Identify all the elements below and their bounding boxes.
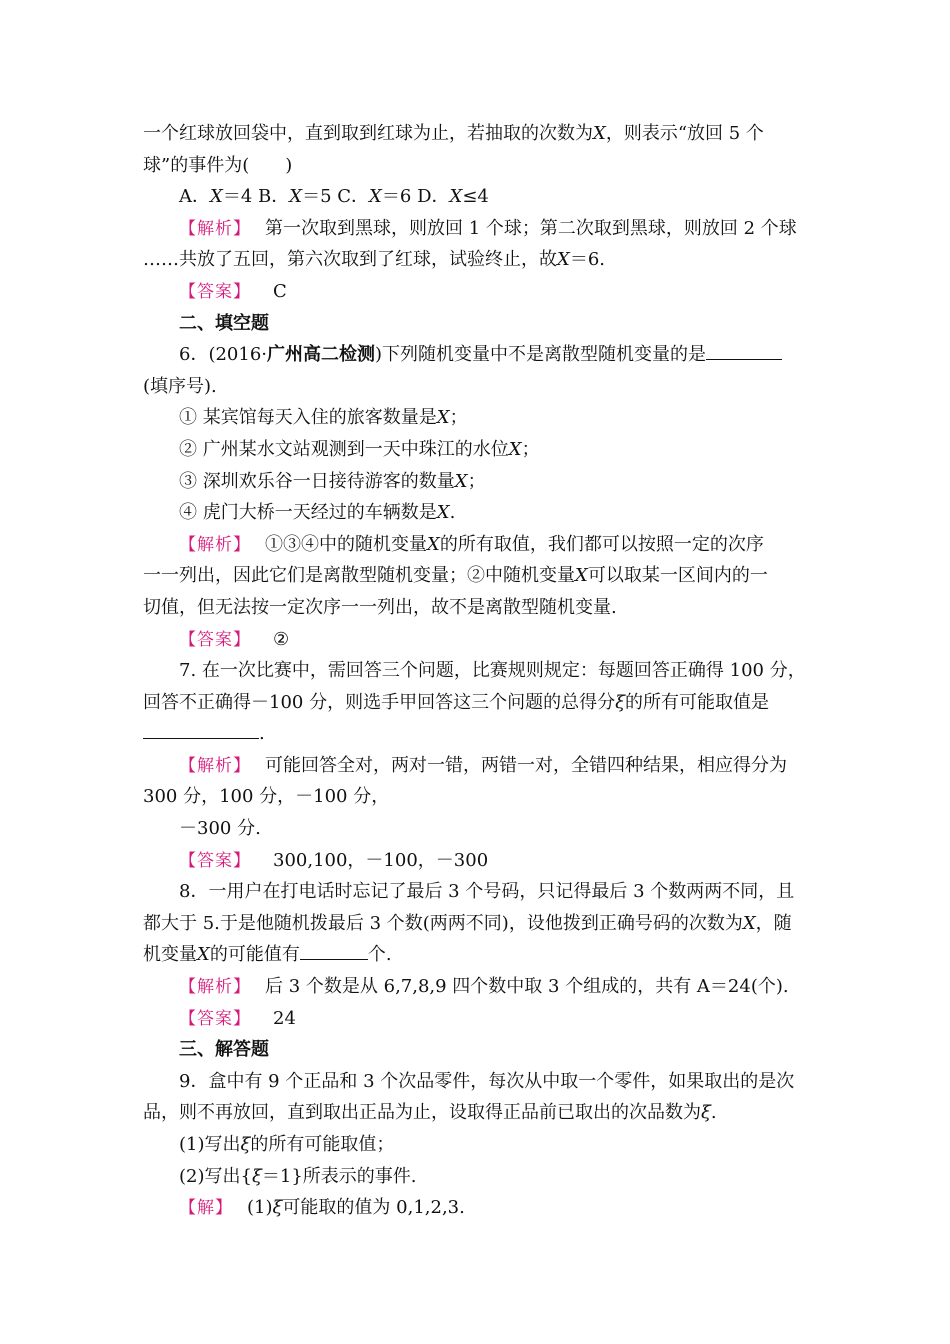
- q7-analysis-2: [143, 781, 809, 813]
- option-value: ＝5: [302, 186, 332, 208]
- analysis-tag: 【解析】: [179, 977, 251, 998]
- math-var: X: [210, 186, 223, 208]
- q9-part-1: [143, 1129, 809, 1161]
- q6-item-1: [143, 402, 809, 434]
- answer-blank: [143, 720, 259, 739]
- q6-line-1: [143, 339, 809, 371]
- analysis-text: 的所有取值，我们都可以按照一定的次序: [439, 533, 764, 555]
- math-var: X: [508, 438, 522, 460]
- option-value: ≤4: [462, 186, 489, 208]
- item-text: ② 广州某水文站观测到一天中珠江的水位: [179, 438, 509, 460]
- math-var: X: [575, 565, 588, 587]
- q6-analysis-3: [143, 592, 809, 624]
- math-var: X: [593, 123, 606, 144]
- option-label: C．: [337, 186, 370, 208]
- item-end: ；: [449, 407, 468, 429]
- q7-text-end: .: [259, 723, 265, 745]
- option-label: A．: [179, 186, 210, 208]
- math-var: ξ: [272, 1197, 283, 1219]
- math-var: ξ: [615, 691, 625, 713]
- q8-text: 都大于 5.于是他随机拨最后 3 个数(两两不同)，设他拨到正确号码的次数为: [143, 912, 743, 934]
- section-title: 二、填空题: [179, 312, 269, 334]
- q8-analysis: [143, 971, 809, 1003]
- q7-analysis-3: [143, 813, 809, 845]
- analysis-text: 一一列出，因此它们是离散型随机变量；②中随机变量: [143, 565, 575, 587]
- q6-number: 6．(2016·: [179, 344, 268, 366]
- math-var: X: [427, 533, 440, 555]
- q9-part-2: [143, 1161, 809, 1193]
- math-var: X: [436, 407, 450, 429]
- q8-answer: [143, 1003, 809, 1035]
- q8-line-2: [143, 908, 809, 940]
- option-d: [417, 186, 489, 207]
- q9-text: 品，则不再放回，直到取出正品为止，设取得正品前已取出的次品数为: [143, 1102, 701, 1124]
- analysis-text: 切值，但无法按一定次序一一列出，故不是离散型随机变量.: [143, 596, 617, 618]
- section-heading-fill-in: [143, 308, 809, 340]
- q7-text: 回答不正确得－100 分，则选手甲回答这三个问题的总得分: [143, 691, 616, 713]
- answer-blank: [300, 941, 368, 960]
- q7-analysis: [143, 750, 809, 782]
- section-title: 三、解答题: [179, 1039, 269, 1061]
- document-page: [143, 118, 809, 1224]
- q7-text: 的所有可能取值是: [625, 691, 769, 713]
- item-end: ；: [467, 470, 486, 492]
- q9-line-1: [143, 1066, 809, 1098]
- q6-analysis-2: [143, 560, 809, 592]
- option-value: ＝6: [381, 186, 412, 208]
- math-var: ξ: [701, 1102, 711, 1124]
- math-var: X: [436, 502, 450, 524]
- part-text: 的所有可能取值；: [250, 1134, 395, 1155]
- math-var: X: [197, 944, 210, 966]
- q8-line-1: [143, 876, 809, 908]
- q9-solution: [143, 1192, 809, 1224]
- answer-blank: [706, 341, 782, 360]
- option-label: D．: [417, 186, 450, 208]
- answer-value: 24: [273, 1007, 296, 1029]
- math-var: X: [449, 186, 463, 208]
- math-var: X: [742, 912, 756, 934]
- q8-text: 个.: [367, 944, 392, 966]
- q5-line-2: [143, 150, 809, 182]
- analysis-tag: 【解析】: [179, 218, 251, 239]
- answer-tag: 【答案】: [179, 629, 251, 650]
- analysis-text: －300 分.: [179, 818, 261, 840]
- math-var: ξ: [251, 1165, 262, 1187]
- item-end: .: [449, 502, 456, 524]
- item-text: ① 某宾馆每天入住的旅客数量是: [179, 407, 437, 429]
- q6-item-2: [143, 434, 809, 466]
- q6-analysis: [143, 529, 809, 561]
- analysis-text-end: ＝6.: [569, 249, 606, 271]
- q7-line-3: [143, 718, 809, 750]
- q6-text: (填序号).: [143, 375, 217, 397]
- q9-text: 9．盒中有 9 个正品和 3 个次品零件，每次从中取一个零件，如果取出的是次: [179, 1070, 795, 1092]
- section-heading-solve: [143, 1034, 809, 1066]
- solution-text: 可能取的值为 0,1,2,3.: [282, 1197, 465, 1219]
- option-c: [337, 186, 411, 207]
- q9-text: .: [710, 1102, 717, 1124]
- q5-analysis: [143, 213, 809, 245]
- math-var: X: [557, 249, 570, 271]
- answer-tag: 【答案】: [179, 281, 251, 302]
- q8-text: 机变量: [143, 944, 197, 966]
- answer-value: 300,100，－100，－300: [273, 849, 489, 871]
- item-end: ；: [521, 438, 540, 460]
- q5-text-end: ，则表示“放回 5 个: [605, 123, 764, 144]
- math-var: X: [454, 470, 468, 492]
- q6-answer: [143, 624, 809, 656]
- analysis-tag: 【解析】: [179, 755, 251, 776]
- option-value: ＝4: [222, 186, 253, 208]
- analysis-text: ……共放了五回，第六次取到了红球，试验终止，故: [143, 249, 557, 271]
- q8-line-3: [143, 939, 809, 971]
- q8-text: ，随: [755, 912, 792, 934]
- analysis-tag: 【解析】: [179, 534, 251, 555]
- part-text: (1)写出: [179, 1134, 241, 1155]
- item-text: ③ 深圳欢乐谷一日接待游客的数量: [179, 470, 455, 492]
- q5-answer: [143, 276, 809, 308]
- q6-text: )下列随机变量中不是离散型随机变量的是: [375, 344, 707, 366]
- answer-value: ②: [273, 628, 290, 650]
- option-label: B．: [258, 186, 290, 208]
- q5-line-1: [143, 118, 809, 150]
- q6-item-3: [143, 466, 809, 498]
- q5-options: [143, 181, 809, 213]
- q6-line-2: [143, 371, 809, 403]
- analysis-text: 300 分，100 分，－100 分，: [143, 786, 390, 808]
- option-a: [179, 186, 252, 207]
- part-text: (2)写出{: [179, 1165, 252, 1187]
- q5-text: 一个红球放回袋中，直到取到红球为止，若抽取的次数为: [143, 123, 593, 144]
- part-text: ＝1}所表示的事件.: [261, 1165, 417, 1187]
- q5-text: 球”的事件为( ): [143, 154, 293, 176]
- q6-item-4: [143, 497, 809, 529]
- math-var: ξ: [240, 1134, 251, 1155]
- analysis-text: 可以取某一区间内的一: [587, 565, 768, 587]
- answer-tag: 【答案】: [179, 1008, 251, 1029]
- q8-text: 8．一用户在打电话时忘记了最后 3 个号码，只记得最后 3 个数两两不同，且: [179, 881, 795, 903]
- option-b: [258, 186, 332, 207]
- analysis-text: ①③④中的随机变量: [265, 533, 427, 555]
- q7-answer: [143, 845, 809, 877]
- q8-text: 的可能值有: [209, 944, 300, 966]
- solution-text: (1): [247, 1197, 273, 1219]
- analysis-text: 第一次取到黑球，则放回 1 个球；第二次取到黑球，则放回 2 个球: [265, 217, 797, 239]
- q9-line-2: [143, 1097, 809, 1129]
- analysis-text: 可能回答全对，两对一错，两错一对，全错四种结果，相应得分为: [265, 754, 787, 776]
- q7-text: 7. 在一次比赛中，需回答三个问题，比赛规则规定：每题回答正确得 100 分，: [179, 660, 806, 682]
- answer-value: C: [273, 280, 287, 302]
- solution-tag: 【解】: [179, 1198, 233, 1219]
- q5-analysis-2: [143, 244, 809, 276]
- q6-source: 广州高二检测: [267, 344, 376, 366]
- q7-line-1: [143, 655, 809, 687]
- math-var: X: [369, 186, 382, 208]
- q7-line-2: [143, 687, 809, 719]
- answer-tag: 【答案】: [179, 850, 251, 871]
- math-var: X: [289, 186, 303, 208]
- item-text: ④ 虎门大桥一天经过的车辆数是: [179, 502, 437, 524]
- analysis-text: 后 3 个数是从 6,7,8,9 四个数中取 3 个组成的，共有 A＝24(个).: [265, 976, 789, 998]
